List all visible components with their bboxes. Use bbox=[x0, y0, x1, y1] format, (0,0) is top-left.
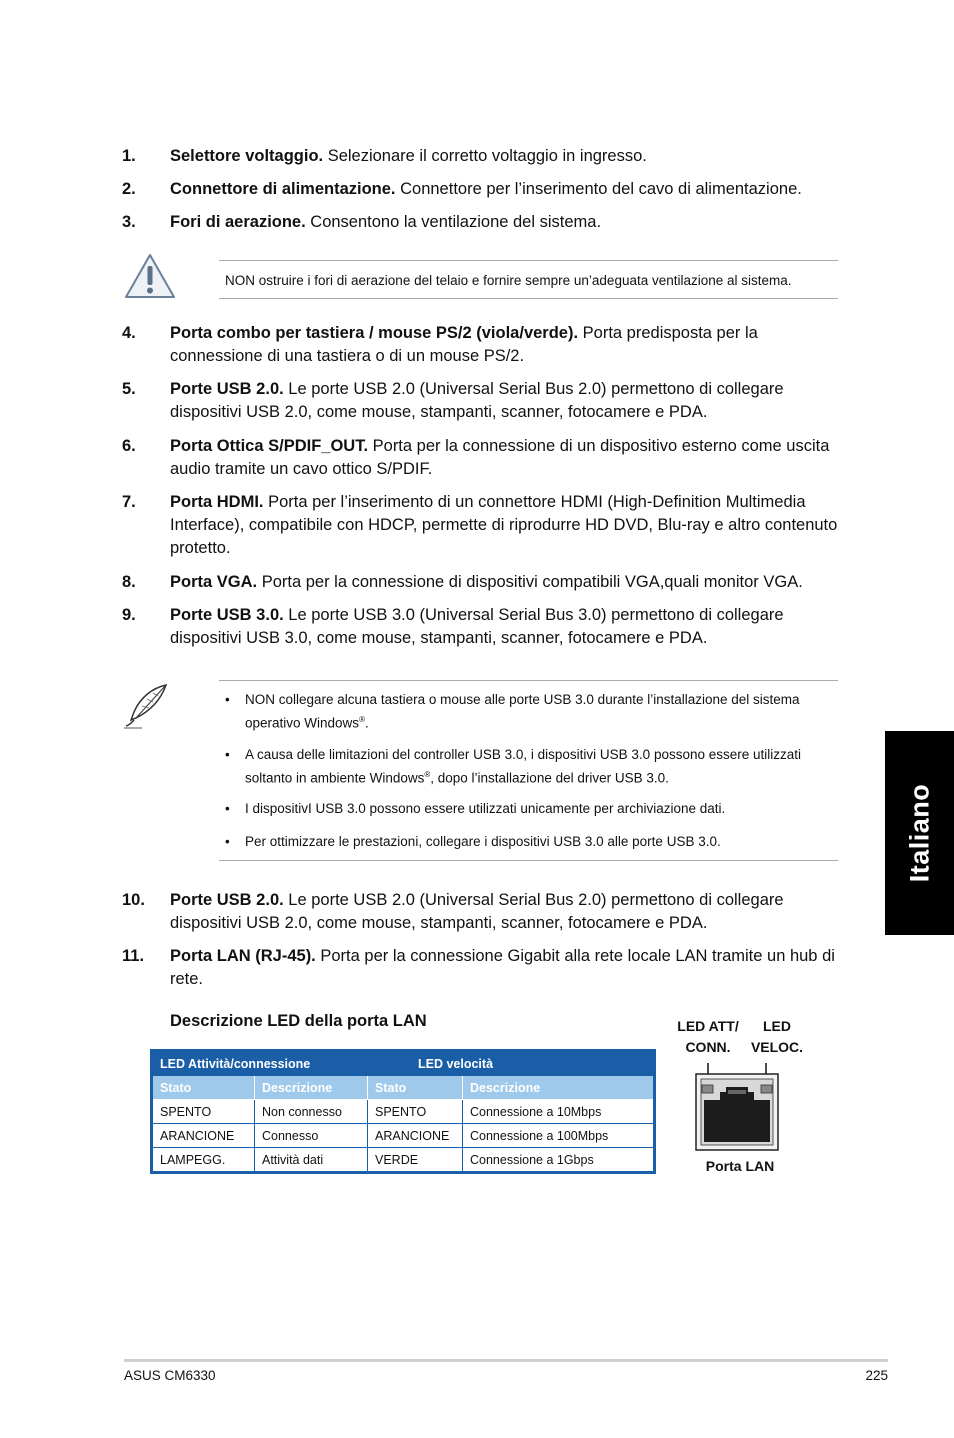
note-text: A causa delle limitazioni del controller USB 3.0, i dispositivi USB 3.0 possono essere utilizzati soltanto in ambiente Windows bbox=[245, 747, 802, 786]
registered-mark: ® bbox=[359, 715, 365, 724]
table-row bbox=[152, 1148, 655, 1173]
warning-text: NON ostruire i fori di aerazione del telaio e fornire sempre un’adeguata ventilazione al sistema. bbox=[225, 273, 792, 288]
table-cell: ARANCIONE bbox=[152, 1124, 255, 1148]
item-title: Porte USB 3.0. bbox=[170, 606, 284, 624]
led-att-label-line2: CONN. bbox=[685, 1039, 731, 1055]
column-header: Stato bbox=[368, 1076, 463, 1100]
list-item-2 bbox=[122, 178, 842, 201]
list-item-8 bbox=[122, 571, 842, 594]
list-item-3 bbox=[122, 211, 842, 234]
led-veloc-label-line2: VELOC. bbox=[750, 1039, 804, 1055]
table-cell: Connessione a 1Gbps bbox=[463, 1148, 655, 1173]
item-number: 7. bbox=[122, 493, 136, 511]
item-number: 11. bbox=[122, 947, 145, 965]
list-item-5 bbox=[122, 378, 842, 424]
bullet-dot: • bbox=[225, 834, 230, 849]
table-row bbox=[152, 1124, 655, 1148]
item-title: Porte USB 2.0. bbox=[170, 380, 284, 398]
table-row bbox=[152, 1100, 655, 1124]
list-item-1 bbox=[122, 145, 842, 168]
warning-bottom-rule bbox=[219, 298, 838, 299]
note-bullet-4 bbox=[225, 832, 825, 852]
note-bullet-2 bbox=[225, 745, 825, 789]
lan-port-icon bbox=[690, 1060, 784, 1154]
item-number: 6. bbox=[122, 437, 136, 455]
item-number: 4. bbox=[122, 324, 136, 342]
table-cell: Connessione a 100Mbps bbox=[463, 1124, 655, 1148]
note-text: NON collegare alcuna tastiera o mouse alle porte USB 3.0 durante l’installazione del sistema operativo Windows bbox=[245, 692, 800, 731]
item-title: Porta HDMI. bbox=[170, 493, 264, 511]
item-number: 5. bbox=[122, 380, 136, 398]
language-side-tab bbox=[885, 731, 954, 935]
footer-product: ASUS CM6330 bbox=[124, 1368, 216, 1383]
item-text: Porta per la connessione Gigabit alla rete locale LAN tramite un hub di rete. bbox=[170, 947, 835, 988]
bullet-dot: • bbox=[225, 692, 230, 707]
item-number: 9. bbox=[122, 606, 136, 624]
table-cell: LAMPEGG. bbox=[152, 1148, 255, 1173]
feather-pen-icon bbox=[122, 682, 172, 730]
item-text: Le porte USB 2.0 (Universal Serial Bus 2.0) permettono di collegare dispositivi USB 2.0, come mouse, stampanti, scanner, fotocamere e PDA. bbox=[170, 891, 784, 932]
list-item-4 bbox=[122, 322, 842, 368]
item-number: 10. bbox=[122, 891, 145, 909]
note-text-end: . bbox=[364, 715, 369, 731]
list-item-10 bbox=[122, 889, 842, 935]
note-top-rule bbox=[219, 680, 838, 681]
item-title: Fori di aerazione. bbox=[170, 213, 306, 231]
item-number: 8. bbox=[122, 573, 136, 591]
item-text: Porta per la connessione di un dispositivo esterno come uscita audio tramite un cavo ottico S/PDIF. bbox=[170, 437, 830, 478]
list-item-11 bbox=[122, 945, 842, 991]
item-title: Porta LAN (RJ-45). bbox=[170, 947, 316, 965]
note-bullet-3 bbox=[225, 799, 825, 819]
item-title: Porte USB 2.0. bbox=[170, 891, 284, 909]
item-text: Le porte USB 2.0 (Universal Serial Bus 2.0) permettono di collegare dispositivi USB 2.0, come mouse, stampanti, scanner, fotocamere e PDA. bbox=[170, 380, 784, 421]
led-veloc-label bbox=[744, 1016, 810, 1058]
note-bullet-1 bbox=[225, 690, 825, 734]
footer-page-number: 225 bbox=[865, 1368, 888, 1383]
table-group-header bbox=[152, 1051, 655, 1076]
note-text: Per ottimizzare le prestazioni, collegare i dispositivi USB 3.0 alle porte USB 3.0. bbox=[245, 834, 721, 849]
list-item-9 bbox=[122, 604, 842, 650]
led-veloc-label-line1: LED bbox=[763, 1018, 791, 1034]
registered-mark: ® bbox=[424, 770, 431, 779]
item-text: Consentono la ventilazione del sistema. bbox=[305, 213, 602, 231]
item-title: Porta VGA. bbox=[170, 573, 258, 591]
item-title: Porta Ottica S/PDIF_OUT. bbox=[170, 437, 369, 455]
table-cell: Connessione a 10Mbps bbox=[463, 1100, 655, 1124]
led-att-label-line1: LED ATT/ bbox=[677, 1018, 739, 1034]
table-cell: SPENTO bbox=[152, 1100, 255, 1124]
note-bottom-rule bbox=[219, 860, 838, 861]
item-text: Porta per la connessione di dispositivi compatibili VGA,quali monitor VGA. bbox=[257, 573, 803, 591]
language-side-tab-label: Italiano bbox=[904, 783, 934, 883]
column-header: Descrizione bbox=[255, 1076, 368, 1100]
table-cell: Non connesso bbox=[255, 1100, 368, 1124]
note-text-end: , dopo l’installazione del driver USB 3.0. bbox=[430, 770, 669, 786]
table-column-header bbox=[152, 1076, 655, 1100]
item-text: Connettore per l’inserimento del cavo di alimentazione. bbox=[395, 180, 802, 198]
column-header: Stato bbox=[152, 1076, 255, 1100]
led-heading: Descrizione LED della porta LAN bbox=[170, 1012, 427, 1030]
list-item-6 bbox=[122, 435, 842, 481]
item-number: 1. bbox=[122, 147, 136, 165]
led-att-label bbox=[670, 1016, 746, 1058]
item-text: Porta predisposta per la connessione di una tastiera o di un mouse PS/2. bbox=[170, 324, 758, 365]
table-cell: VERDE bbox=[368, 1148, 463, 1173]
item-title: Selettore voltaggio. bbox=[170, 147, 324, 165]
table-cell: Attività dati bbox=[255, 1148, 368, 1173]
group-header-activity: LED Attività/connessione bbox=[152, 1051, 368, 1076]
note-text: I dispositivI USB 3.0 possono essere utilizzati unicamente per archiviazione dati. bbox=[245, 801, 726, 816]
footer-rule bbox=[124, 1359, 888, 1362]
item-number: 3. bbox=[122, 213, 136, 231]
table-cell: SPENTO bbox=[368, 1100, 463, 1124]
list-item-7 bbox=[122, 491, 842, 560]
bullet-dot: • bbox=[225, 747, 230, 762]
lan-port-label: Porta LAN bbox=[705, 1158, 775, 1174]
item-text: Le porte USB 3.0 (Universal Serial Bus 3.0) permettono di collegare dispositivi USB 3.0, come mouse, stampanti, scanner, fotocamere e PDA. bbox=[170, 606, 784, 647]
warning-icon bbox=[124, 252, 176, 300]
item-number: 2. bbox=[122, 180, 136, 198]
item-title: Connettore di alimentazione. bbox=[170, 180, 396, 198]
table-cell: Connesso bbox=[255, 1124, 368, 1148]
led-table bbox=[150, 1049, 656, 1174]
item-text: Selezionare il corretto voltaggio in ingresso. bbox=[323, 147, 647, 165]
item-title: Porta combo per tastiera / mouse PS/2 (viola/verde). bbox=[170, 324, 579, 342]
table-cell: ARANCIONE bbox=[368, 1124, 463, 1148]
warning-top-rule bbox=[219, 260, 838, 261]
column-header: Descrizione bbox=[463, 1076, 655, 1100]
group-header-speed: LED velocità bbox=[368, 1051, 655, 1076]
item-text: Porta per l’inserimento di un connettore HDMI (High-Definition Multimedia Interface), compatibile con HDCP, permette di riprodurre HD DVD, Blu-ray e altro contenuto protetto. bbox=[170, 493, 838, 557]
bullet-dot: • bbox=[225, 801, 230, 816]
